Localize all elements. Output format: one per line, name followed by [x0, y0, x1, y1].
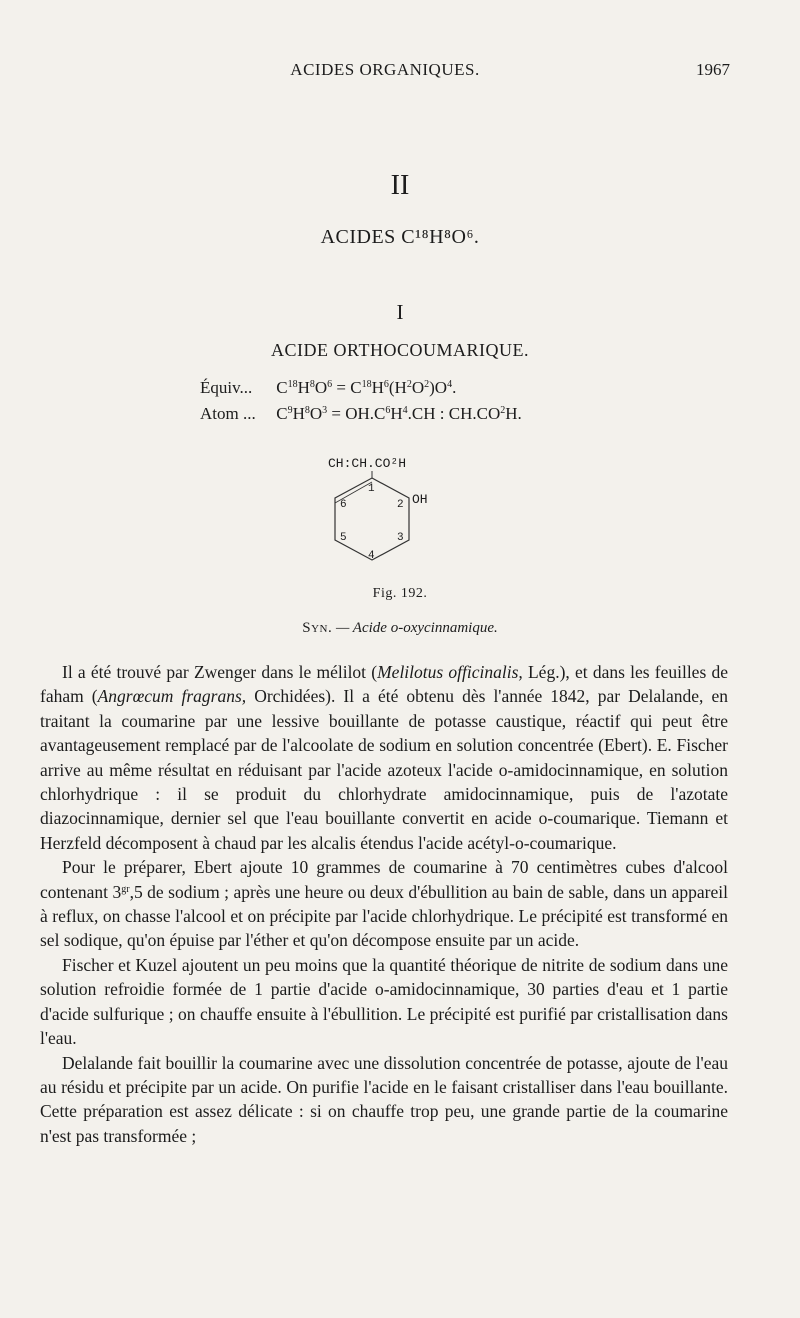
- formula-subscript: 2: [406, 379, 412, 390]
- ring-position-4: 4: [368, 550, 375, 562]
- equiv-formula-value: [276, 378, 456, 397]
- atom-label: Atom ...: [200, 404, 256, 423]
- benzene-ring-figure: [300, 445, 520, 595]
- italic-term: Melilotus officinalis,: [377, 662, 523, 682]
- formula-text: H.: [505, 404, 522, 423]
- text-run: Il a été trouvé par Zwenger dans le mélilot (: [62, 662, 378, 682]
- paragraph-4: [40, 1051, 728, 1149]
- formula-text: = C: [332, 378, 362, 397]
- part-number: II: [390, 170, 410, 201]
- ring-position-2: 2: [397, 499, 404, 511]
- formula-subscript: 18: [287, 379, 298, 390]
- text-run: Fischer et Kuzel ajoutent un peu moins que la quantité théorique de nitrite de sodium dans une solution refroidie formée de 1 partie d'acide o-amidocinnamique, 30 parties d'eau et 1 partie d'acide sulfurique ; on chauffe ensuite à l'ébullition. Le précipité est purifié par cristallisation dans l'eau.: [40, 954, 728, 1049]
- page-number: 1967: [696, 60, 730, 79]
- formula-subscript: 4: [447, 379, 453, 390]
- text-run: Orchidées). Il a été obtenu dès l'année 1842, par Delalande, en traitant la coumarine par une lessive bouillante de potasse caustique, réactif qui peut être avantageusement remplacé par de l'alcoolate de sodium en solution concentrée (Ebert). E. Fischer arrive au même résultat en réduisant par l'acide azoteux l'acide o-amidocinnamique, en solution chlorhydrique : il se produit du chlorhydrate amidocinnamique, puis de l'azotate diazocinnamique, dernier sel que l'eau bouillante convertit en acide o-coumarique. Tiemann et Herzfeld décomposent à chaud par les alcalis étendus l'acide acétyl-o-coumarique.: [40, 686, 728, 853]
- formula-text: C: [276, 404, 288, 423]
- formula-subscript: 18: [361, 379, 372, 390]
- structural-formula-diagram: [300, 445, 520, 595]
- ring-position-1: 1: [368, 483, 375, 495]
- side-chain-label: CH:CH.CO²H: [328, 456, 407, 471]
- formula-subscript: 8: [309, 379, 315, 390]
- ring-position-3: 3: [397, 532, 404, 544]
- synonym-text: — Acide o-oxycinnamique.: [335, 620, 498, 636]
- formula-text: H: [297, 378, 310, 397]
- italic-term: Angrœcum fragrans,: [97, 686, 247, 707]
- formula-text: H: [371, 378, 384, 397]
- paragraph-3: [40, 953, 728, 1051]
- formula-subscript: 9: [287, 405, 293, 416]
- formula-subscript: 2: [500, 405, 506, 416]
- formula-subscript: 4: [402, 405, 408, 416]
- formula-subscript: 2: [424, 379, 430, 390]
- formula-text: .CH : CH.CO: [407, 404, 501, 423]
- formula-text: O: [309, 404, 323, 423]
- formula-text: )O: [429, 378, 448, 397]
- subsection-number: I: [396, 300, 404, 324]
- formula-subscript: 6: [385, 405, 391, 416]
- acid-name: ACIDE ORTHOCOUMARIQUE.: [271, 340, 529, 360]
- text-run: Lég.), et dans les feuilles de faham (: [40, 662, 728, 707]
- formula-text: O: [411, 378, 425, 397]
- text-run: Pour le préparer, Ebert ajoute 10 grammes de coumarine à 70 centimètres cubes d'alcool contenant 3: [40, 857, 728, 902]
- equiv-formula: [200, 378, 456, 398]
- hydroxyl-label: OH: [412, 492, 428, 507]
- formula-text: C: [276, 378, 288, 397]
- text-run: Delalande fait bouillir la coumarine avec une dissolution concentrée de potasse, ajoute de l'eau au résidu et précipite par un acide. On purifie l'acide en le faisant cristalliser dans l'eau bouillante. Cette préparation est assez délicate : si on chauffe trop peu, une grande partie de la coumarine n'est pas transformée ;: [40, 1052, 728, 1146]
- ring-position-5: 5: [340, 532, 347, 544]
- unit-superscript: gr: [121, 883, 130, 895]
- paragraph-1: [40, 660, 728, 855]
- paragraph-2: [40, 855, 728, 953]
- formula-subscript: 6: [383, 379, 389, 390]
- atom-formula-value: [276, 404, 522, 423]
- formula-subscript: 8: [304, 405, 310, 416]
- running-head: [40, 60, 730, 84]
- formula-subscript: 3: [322, 405, 328, 416]
- atom-formula: [200, 404, 522, 424]
- formula-text: (H: [388, 378, 407, 397]
- formula-text: H: [390, 404, 403, 423]
- body-text: [40, 660, 728, 1148]
- synonym-line: [0, 620, 800, 637]
- formula-text: = OH.C: [327, 404, 386, 423]
- text-run: ,5 de sodium ; après une heure ou deux d'ébullition au bain de sable, dans un appareil à reflux, on chasse l'alcool et on précipite par l'acide chlorhydrique. Le précipité est transformé en sel sodique, qu'on épuise par l'éther et qu'on décompose ensuite par un acide.: [40, 881, 728, 951]
- figure-caption: Fig. 192.: [372, 586, 428, 601]
- equiv-label: Équiv...: [200, 378, 253, 397]
- synonym-label: Syn.: [302, 620, 333, 636]
- formula-text: H: [292, 404, 305, 423]
- formula-text: O: [314, 378, 328, 397]
- formula-subscript: 6: [327, 379, 333, 390]
- running-title: ACIDES ORGANIQUES.: [290, 60, 480, 79]
- formula-text: .: [452, 378, 457, 397]
- section-title: ACIDES C¹⁸H⁸O⁶.: [320, 226, 480, 248]
- ring-position-6: 6: [340, 499, 347, 511]
